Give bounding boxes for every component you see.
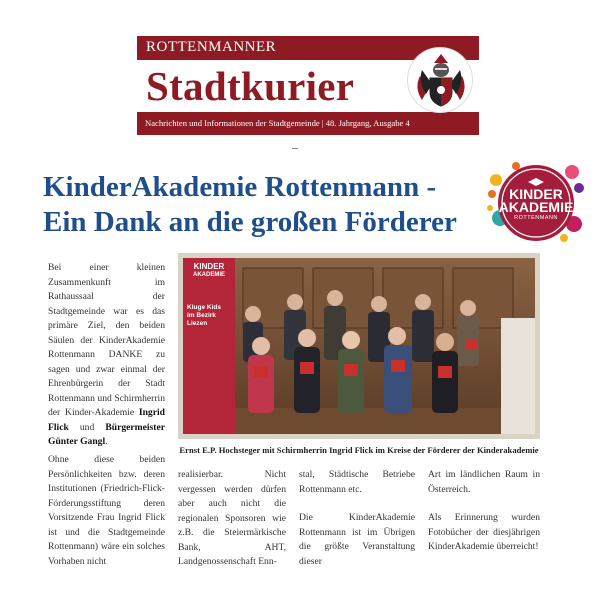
logo-line-2: AKADEMIE — [498, 199, 574, 215]
divider — [292, 148, 298, 149]
headline-line-2: Ein Dank an die großen Förderer — [43, 206, 457, 238]
article-column-3 — [299, 468, 415, 583]
article-paragraph-5: Die KinderAkademie Rottenmann ist im Übrigen die größte Veranstaltung dieser — [299, 512, 415, 567]
banner-slogan-2: im Bezirk — [187, 312, 216, 319]
logo-line-1: KINDER — [509, 186, 563, 202]
article-column-2 — [178, 468, 286, 584]
intro-end: . — [105, 436, 108, 447]
article-paragraph-2: Ohne diese beiden Persönlichkeiten bzw. deren Institutionen (Friedrich-Flick-Förderungsstiftung deren Vorsitzende Frau Ingrid Flick ist und die Stadtgemeinde Rottenmann) wäre ein solches Vorhaben nicht — [48, 454, 165, 567]
article-paragraph-6: Art im ländlichen Raum in Österreich. — [428, 469, 540, 495]
headline-line-1: KinderAkademie Rottenmann - — [43, 171, 437, 203]
article-column-1 — [48, 261, 165, 464]
banner-slogan-3: Liezen — [187, 320, 208, 327]
banner-line-2: AKADEMIE — [192, 272, 225, 278]
article-paragraph-4: stal, Städtische Betriebe Rottenmann etc. — [299, 469, 415, 495]
masthead-top-text: ROTTENMANNER — [146, 39, 277, 55]
masthead-title: Stadtkurier — [146, 63, 355, 109]
article-paragraph-3: realisierbar. Nicht vergessen werden dürfen aber auch nicht die regionalen Sponsoren wie z.B. die Steiermärkische Bank, AHT, Landgenossenschaft Enn- — [178, 469, 286, 567]
group-photo — [183, 258, 535, 434]
masthead-bottom-bar — [137, 112, 479, 135]
article-headline — [43, 170, 503, 240]
article-column-4 — [428, 468, 540, 569]
name-mayor: Bürgermeister Günter Gangl — [48, 421, 165, 447]
banner-line-1: KINDER — [193, 262, 225, 271]
article-paragraph-7: Als Erinnerung wurden Fotobücher der diesjährigen KinderAkademie überreicht! — [428, 512, 540, 552]
name-ingrid-flick: Ingrid Flick — [48, 407, 165, 433]
logo-line-3: ROTTENMANN — [514, 215, 558, 221]
article-column-1-continued — [48, 453, 165, 583]
article-paragraph-intro — [48, 261, 165, 450]
kinderakademie-logo — [486, 158, 586, 248]
masthead — [137, 36, 479, 135]
coat-of-arms-icon — [407, 47, 473, 113]
masthead-subtitle: Nachrichten und Informationen der Stadtgemeinde | 48. Jahrgang, Ausgabe 4 — [145, 118, 410, 128]
intro-text: Bei einer kleinen Zusammenkunft im Rathaussaal der Stadtgemeinde war es das primäre Ziel, den beiden Säulen der KinderAkademie Rottenmann DANKE zu sagen und zwar einmal der Ehrenbürgerin der Stadt Rottenmann und Schirmherrin der Kinder-Akademie — [48, 262, 165, 418]
photo-caption: Ernst E.P. Hochsteger mit Schirmherrin Ingrid Flick im Kreise der Förderer der Kinderakademie — [179, 445, 539, 455]
intro-conjunction: und — [68, 421, 106, 433]
banner-slogan-1: Kluge Kids — [187, 304, 221, 311]
